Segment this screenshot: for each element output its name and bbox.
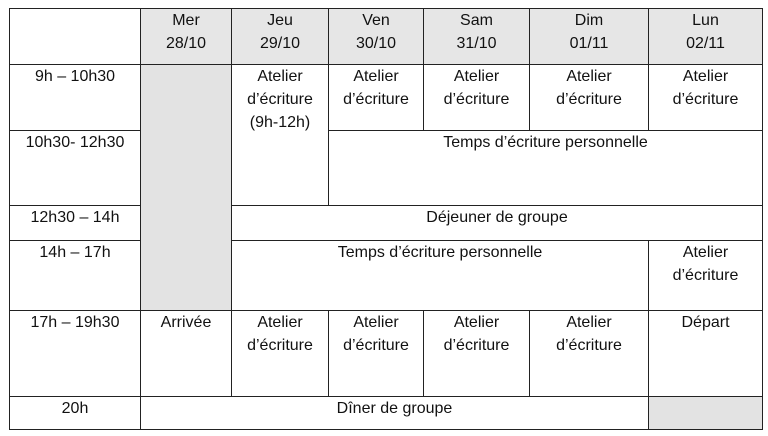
activity-line: Atelier: [682, 244, 729, 261]
activity-line: d’écriture: [343, 337, 409, 354]
day-date: 30/10: [355, 35, 397, 52]
row-12h30: [10, 206, 763, 241]
time-label: 20h: [10, 397, 141, 430]
atelier-lun-afternoon-cell: [649, 241, 763, 311]
arrivee-cell: Arrivée: [141, 311, 232, 397]
atelier-dim-evening-cell: [530, 311, 649, 397]
activity-line: Atelier: [353, 68, 399, 85]
activity-line: d’écriture: [672, 267, 739, 284]
atelier-jeu-evening-cell: [232, 311, 329, 397]
corner-cell: [10, 9, 141, 65]
time-label: 9h – 10h30: [10, 65, 141, 131]
activity-line: Atelier: [453, 314, 500, 331]
activity-line: Atelier: [566, 68, 612, 85]
time-label: 12h30 – 14h: [10, 206, 141, 241]
day-date: 02/11: [686, 35, 725, 52]
activity-line: Atelier: [453, 68, 500, 85]
atelier-dim-cell: [530, 65, 649, 131]
time-label: 14h – 17h: [10, 241, 141, 311]
day-date: 28/10: [165, 35, 207, 52]
time-label: 17h – 19h30: [10, 311, 141, 397]
day-date: 01/11: [569, 35, 609, 52]
day-header-ven: [329, 9, 424, 65]
ecriture-perso-morning-cell: Temps d’écriture personnelle: [329, 131, 763, 206]
depart-cell: Départ: [649, 311, 763, 397]
day-name: Jeu: [267, 12, 293, 29]
activity-line: d’écriture: [556, 91, 622, 108]
row-20h: [10, 397, 763, 430]
day-name: Sam: [460, 12, 493, 29]
atelier-ven-evening-cell: [329, 311, 424, 397]
day-date: 29/10: [259, 35, 301, 52]
time-label: 10h30- 12h30: [10, 131, 141, 206]
blocked-cell-mer: [141, 65, 232, 311]
activity-line: Atelier: [353, 314, 399, 331]
row-9h: [10, 65, 763, 131]
day-header-lun: [649, 9, 763, 65]
atelier-sam-evening-cell: [424, 311, 530, 397]
day-header-jeu: [232, 9, 329, 65]
activity-line: d’écriture: [343, 91, 409, 108]
activity-line: Atelier: [566, 314, 612, 331]
activity-line: Atelier: [257, 314, 303, 331]
activity-line: d’écriture: [556, 337, 622, 354]
day-name: Lun: [692, 12, 719, 29]
activity-note: (9h-12h): [249, 114, 311, 131]
row-10h30: [10, 131, 763, 206]
ecriture-perso-afternoon-cell: Temps d’écriture personnelle: [232, 241, 649, 311]
day-header-dim: [530, 9, 649, 65]
atelier-lun-cell: [649, 65, 763, 131]
dejeuner-cell: Déjeuner de groupe: [232, 206, 763, 241]
atelier-sam-cell: [424, 65, 530, 131]
row-17h: [10, 311, 763, 397]
day-date: 31/10: [456, 35, 497, 52]
activity-line: d’écriture: [443, 91, 510, 108]
atelier-ven-cell: [329, 65, 424, 131]
day-name: Ven: [362, 12, 390, 29]
day-header-mer: [141, 9, 232, 65]
diner-cell: Dîner de groupe: [141, 397, 649, 430]
schedule-table: [9, 8, 763, 430]
activity-line: d’écriture: [443, 337, 510, 354]
header-row: [10, 9, 763, 65]
activity-line: Atelier: [682, 68, 729, 85]
day-name: Mer: [172, 12, 200, 29]
activity-line: d’écriture: [672, 91, 739, 108]
day-name: Dim: [574, 12, 604, 29]
row-14h: [10, 241, 763, 311]
activity-line: d’écriture: [247, 337, 313, 354]
blocked-cell-lun: [649, 397, 763, 430]
activity-line: d’écriture: [247, 91, 313, 108]
atelier-jeu-cell: [232, 65, 329, 206]
day-header-sam: [424, 9, 530, 65]
activity-line: Atelier: [257, 68, 303, 85]
